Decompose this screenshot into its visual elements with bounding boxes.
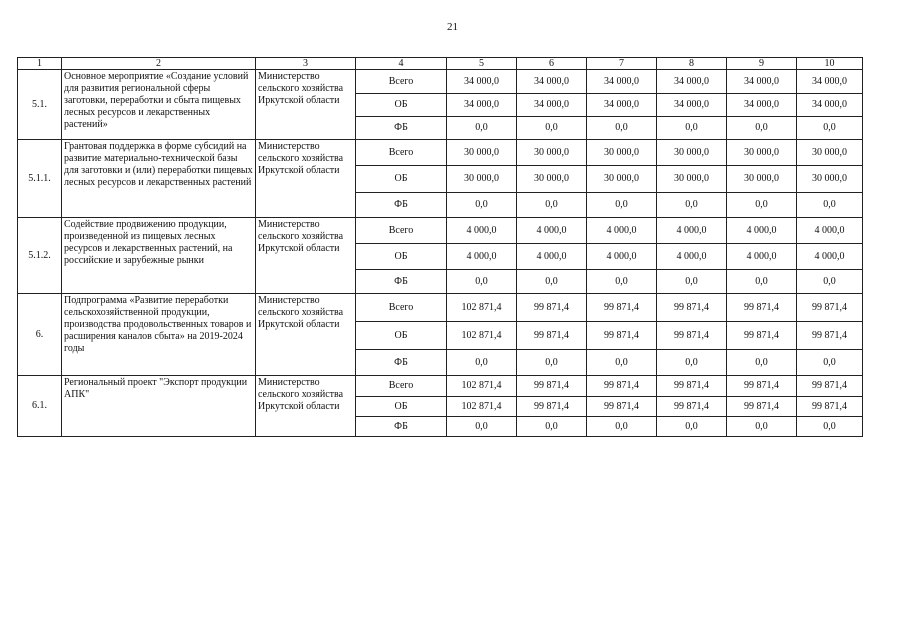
funding-value: 4 000,0 bbox=[797, 244, 863, 270]
funding-value: 99 871,4 bbox=[587, 322, 657, 350]
item-number: 6.1. bbox=[18, 376, 62, 437]
column-number: 4 bbox=[356, 58, 447, 70]
item-executor: Министерство сельского хозяйства Иркутской области bbox=[256, 70, 356, 140]
funding-value: 4 000,0 bbox=[727, 244, 797, 270]
item-name: Подпрограмма «Развитие переработки сельскохозяйственной продукции, производства продовольственных товаров и расширения каналов сбыта» на 2019-2024 годы bbox=[62, 294, 256, 376]
table-row bbox=[18, 70, 863, 94]
funding-value: 34 000,0 bbox=[517, 94, 587, 117]
funding-value: 30 000,0 bbox=[587, 140, 657, 166]
item-executor: Министерство сельского хозяйства Иркутской области bbox=[256, 218, 356, 294]
funding-source: ФБ bbox=[356, 350, 447, 376]
item-name: Грантовая поддержка в форме субсидий на развитие материально-технической базы для заготовки и (или) переработки пищевых лесных ресурсов и лекарственных растений bbox=[62, 140, 256, 218]
funding-value: 4 000,0 bbox=[517, 218, 587, 244]
funding-source: Всего bbox=[356, 218, 447, 244]
funding-value: 0,0 bbox=[587, 417, 657, 437]
funding-table bbox=[17, 57, 863, 437]
funding-value: 0,0 bbox=[797, 350, 863, 376]
funding-value: 0,0 bbox=[517, 117, 587, 140]
column-number: 7 bbox=[587, 58, 657, 70]
funding-value: 0,0 bbox=[657, 193, 727, 218]
item-number: 5.1. bbox=[18, 70, 62, 140]
funding-value: 30 000,0 bbox=[447, 140, 517, 166]
funding-value: 30 000,0 bbox=[447, 166, 517, 193]
funding-value: 0,0 bbox=[587, 193, 657, 218]
funding-value: 0,0 bbox=[587, 270, 657, 294]
column-number: 10 bbox=[797, 58, 863, 70]
funding-source: ОБ bbox=[356, 94, 447, 117]
table-row bbox=[18, 376, 863, 397]
funding-value: 102 871,4 bbox=[447, 397, 517, 417]
funding-value: 99 871,4 bbox=[657, 397, 727, 417]
funding-value: 99 871,4 bbox=[517, 397, 587, 417]
funding-value: 0,0 bbox=[797, 417, 863, 437]
funding-value: 4 000,0 bbox=[727, 218, 797, 244]
funding-source: Всего bbox=[356, 294, 447, 322]
funding-source: Всего bbox=[356, 70, 447, 94]
item-name: Региональный проект "Экспорт продукции АПК" bbox=[62, 376, 256, 437]
funding-value: 4 000,0 bbox=[657, 244, 727, 270]
column-number: 8 bbox=[657, 58, 727, 70]
funding-value: 99 871,4 bbox=[657, 322, 727, 350]
page-number: 21 bbox=[447, 21, 458, 33]
funding-value: 0,0 bbox=[797, 117, 863, 140]
column-number: 1 bbox=[18, 58, 62, 70]
funding-value: 0,0 bbox=[517, 417, 587, 437]
funding-value: 0,0 bbox=[797, 193, 863, 218]
funding-value: 0,0 bbox=[657, 270, 727, 294]
funding-value: 99 871,4 bbox=[587, 397, 657, 417]
item-name: Основное мероприятие «Создание условий для развития региональной сферы заготовки, переработки и сбыта пищевых лесных ресурсов и лекарственных растений» bbox=[62, 70, 256, 140]
funding-value: 99 871,4 bbox=[797, 376, 863, 397]
funding-value: 4 000,0 bbox=[657, 218, 727, 244]
funding-value: 30 000,0 bbox=[727, 166, 797, 193]
item-number: 5.1.2. bbox=[18, 218, 62, 294]
item-number: 6. bbox=[18, 294, 62, 376]
item-name: Содействие продвижению продукции, произведенной из пищевых лесных ресурсов и лекарственных растений, на российские и зарубежные рынки bbox=[62, 218, 256, 294]
funding-value: 0,0 bbox=[447, 270, 517, 294]
funding-value: 34 000,0 bbox=[727, 70, 797, 94]
funding-value: 102 871,4 bbox=[447, 322, 517, 350]
funding-value: 4 000,0 bbox=[517, 244, 587, 270]
funding-value: 30 000,0 bbox=[657, 166, 727, 193]
funding-value: 0,0 bbox=[447, 350, 517, 376]
funding-source: ФБ bbox=[356, 193, 447, 218]
funding-value: 34 000,0 bbox=[657, 70, 727, 94]
funding-value: 30 000,0 bbox=[517, 166, 587, 193]
funding-value: 0,0 bbox=[727, 350, 797, 376]
funding-source: ОБ bbox=[356, 166, 447, 193]
item-executor: Министерство сельского хозяйства Иркутской области bbox=[256, 376, 356, 437]
column-number: 3 bbox=[256, 58, 356, 70]
funding-source: ОБ bbox=[356, 322, 447, 350]
table-row bbox=[18, 294, 863, 322]
table-row bbox=[18, 218, 863, 244]
funding-value: 30 000,0 bbox=[517, 140, 587, 166]
column-number: 2 bbox=[62, 58, 256, 70]
funding-value: 4 000,0 bbox=[797, 218, 863, 244]
funding-source: ОБ bbox=[356, 244, 447, 270]
funding-value: 0,0 bbox=[727, 270, 797, 294]
funding-value: 0,0 bbox=[517, 350, 587, 376]
funding-value: 99 871,4 bbox=[587, 376, 657, 397]
funding-source: ФБ bbox=[356, 270, 447, 294]
funding-value: 0,0 bbox=[727, 117, 797, 140]
column-number-row bbox=[18, 58, 863, 70]
funding-value: 0,0 bbox=[727, 193, 797, 218]
funding-source: ОБ bbox=[356, 397, 447, 417]
funding-value: 99 871,4 bbox=[727, 294, 797, 322]
funding-value: 30 000,0 bbox=[797, 166, 863, 193]
funding-value: 99 871,4 bbox=[797, 397, 863, 417]
table-row bbox=[18, 140, 863, 166]
funding-source: Всего bbox=[356, 376, 447, 397]
funding-value: 0,0 bbox=[447, 193, 517, 218]
item-executor: Министерство сельского хозяйства Иркутской области bbox=[256, 140, 356, 218]
funding-value: 0,0 bbox=[727, 417, 797, 437]
funding-value: 34 000,0 bbox=[797, 70, 863, 94]
funding-value: 0,0 bbox=[587, 350, 657, 376]
funding-value: 0,0 bbox=[657, 117, 727, 140]
column-number: 5 bbox=[447, 58, 517, 70]
funding-value: 30 000,0 bbox=[587, 166, 657, 193]
funding-value: 30 000,0 bbox=[727, 140, 797, 166]
funding-value: 4 000,0 bbox=[587, 218, 657, 244]
funding-value: 99 871,4 bbox=[797, 294, 863, 322]
funding-value: 0,0 bbox=[517, 193, 587, 218]
funding-value: 34 000,0 bbox=[447, 94, 517, 117]
funding-value: 99 871,4 bbox=[657, 376, 727, 397]
funding-value: 0,0 bbox=[517, 270, 587, 294]
funding-value: 99 871,4 bbox=[517, 322, 587, 350]
funding-value: 99 871,4 bbox=[657, 294, 727, 322]
funding-source: Всего bbox=[356, 140, 447, 166]
funding-value: 34 000,0 bbox=[447, 70, 517, 94]
funding-value: 34 000,0 bbox=[587, 94, 657, 117]
funding-source: ФБ bbox=[356, 117, 447, 140]
funding-value: 30 000,0 bbox=[797, 140, 863, 166]
column-number: 6 bbox=[517, 58, 587, 70]
funding-value: 34 000,0 bbox=[657, 94, 727, 117]
funding-value: 0,0 bbox=[797, 270, 863, 294]
funding-value: 30 000,0 bbox=[657, 140, 727, 166]
funding-value: 0,0 bbox=[447, 417, 517, 437]
funding-value: 102 871,4 bbox=[447, 376, 517, 397]
funding-value: 0,0 bbox=[447, 117, 517, 140]
funding-value: 99 871,4 bbox=[517, 376, 587, 397]
funding-value: 34 000,0 bbox=[517, 70, 587, 94]
funding-value: 102 871,4 bbox=[447, 294, 517, 322]
funding-value: 0,0 bbox=[587, 117, 657, 140]
item-executor: Министерство сельского хозяйства Иркутской области bbox=[256, 294, 356, 376]
funding-value: 99 871,4 bbox=[727, 376, 797, 397]
column-number: 9 bbox=[727, 58, 797, 70]
funding-value: 0,0 bbox=[657, 350, 727, 376]
funding-value: 34 000,0 bbox=[727, 94, 797, 117]
funding-value: 99 871,4 bbox=[587, 294, 657, 322]
funding-value: 4 000,0 bbox=[587, 244, 657, 270]
funding-value: 0,0 bbox=[657, 417, 727, 437]
funding-value: 4 000,0 bbox=[447, 244, 517, 270]
funding-value: 99 871,4 bbox=[517, 294, 587, 322]
funding-value: 99 871,4 bbox=[797, 322, 863, 350]
funding-value: 99 871,4 bbox=[727, 322, 797, 350]
item-number: 5.1.1. bbox=[18, 140, 62, 218]
funding-value: 99 871,4 bbox=[727, 397, 797, 417]
funding-value: 34 000,0 bbox=[587, 70, 657, 94]
funding-value: 4 000,0 bbox=[447, 218, 517, 244]
funding-source: ФБ bbox=[356, 417, 447, 437]
funding-value: 34 000,0 bbox=[797, 94, 863, 117]
